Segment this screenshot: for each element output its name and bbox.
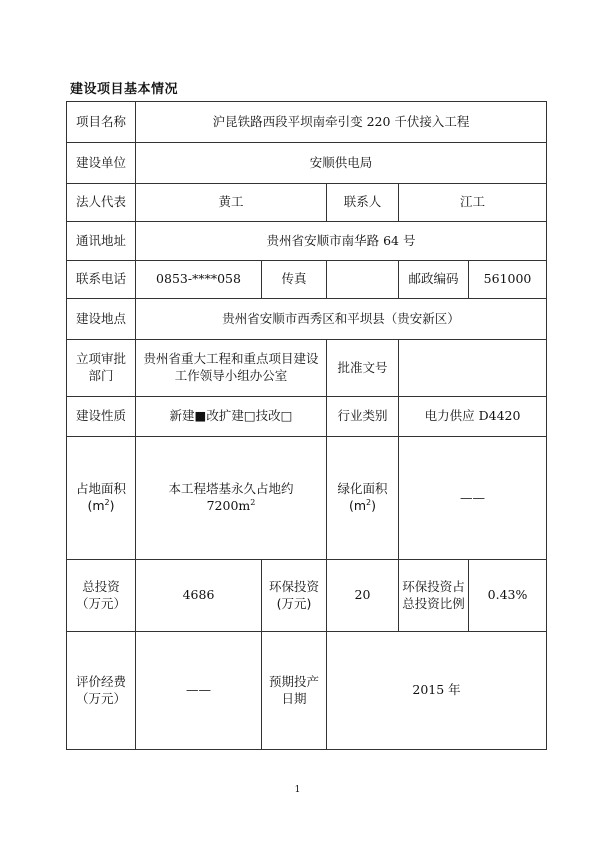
- row-approval-dept: [67, 340, 547, 397]
- investment-label-unit: （万元）: [75, 595, 126, 611]
- area-value: [136, 437, 327, 560]
- page-number: 1: [294, 785, 301, 795]
- approval-dept-label: 立项审批部门: [67, 340, 136, 397]
- env-investment-value: 20: [327, 560, 399, 632]
- project-name-value: 沪昆铁路西段平坝南牵引变 220 千伏接入工程: [136, 102, 547, 143]
- row-construction-unit: [67, 143, 547, 184]
- env-investment-label: 环保投资(万元): [262, 560, 327, 632]
- approval-doc-value: [399, 340, 547, 397]
- production-date-value: 2015 年: [327, 632, 547, 750]
- evaluation-value: ——: [136, 632, 262, 750]
- area-label: [67, 437, 136, 560]
- project-info-table: [66, 101, 547, 750]
- project-name-label: 项目名称: [67, 102, 136, 143]
- postal-label: 邮政编码: [399, 261, 469, 299]
- industry-value: 电力供应 D4420: [399, 397, 547, 437]
- evaluation-label-unit: （万元）: [75, 690, 126, 706]
- location-value: 贵州省安顺市西秀区和平坝县（贵安新区）: [136, 299, 547, 340]
- green-area-label: [327, 437, 399, 560]
- address-value: 贵州省安顺市南华路 64 号: [136, 222, 547, 261]
- contact-value: 江工: [399, 184, 547, 222]
- evaluation-label: [67, 632, 136, 750]
- phone-label: 联系电话: [67, 261, 136, 299]
- nature-label: 建设性质: [67, 397, 136, 437]
- area-value-sup: 2: [250, 497, 256, 507]
- approval-doc-label: 批准文号: [327, 340, 399, 397]
- area-unit-sup: 2: [104, 497, 110, 507]
- green-unit-close: ): [371, 498, 377, 514]
- row-investment: [67, 560, 547, 632]
- area-value-amount: 7200m: [206, 498, 251, 514]
- legal-rep-value: 黄工: [136, 184, 327, 222]
- area-label-unit: (m: [87, 498, 105, 514]
- row-project-name: [67, 102, 547, 143]
- row-area: [67, 437, 547, 560]
- production-date-label: 预期投产日期: [262, 632, 327, 750]
- phone-value: 0853-****058: [136, 261, 262, 299]
- row-legal-rep: [67, 184, 547, 222]
- address-label: 通讯地址: [67, 222, 136, 261]
- nature-value: 新建■改扩建□技改□: [136, 397, 327, 437]
- investment-label-text: 总投资: [82, 578, 120, 594]
- row-address: [67, 222, 547, 261]
- green-area-value: ——: [399, 437, 547, 560]
- env-ratio-value: 0.43%: [469, 560, 547, 632]
- investment-label: [67, 560, 136, 632]
- area-value-text: 本工程塔基永久占地约: [168, 481, 294, 497]
- area-unit-close: ): [109, 498, 115, 514]
- postal-value: 561000: [469, 261, 547, 299]
- contact-label: 联系人: [327, 184, 399, 222]
- area-label-text: 占地面积: [75, 481, 126, 497]
- fax-label: 传真: [262, 261, 327, 299]
- evaluation-label-text: 评价经费: [75, 673, 126, 689]
- row-nature: [67, 397, 547, 437]
- construction-unit-label: 建设单位: [67, 143, 136, 184]
- section-heading: 建设项目基本情况: [70, 82, 179, 97]
- location-label: 建设地点: [67, 299, 136, 340]
- approval-dept-value: 贵州省重大工程和重点项目建设工作领导小组办公室: [136, 340, 327, 397]
- green-unit-sup: 2: [366, 497, 372, 507]
- investment-value: 4686: [136, 560, 262, 632]
- env-ratio-label: 环保投资占总投资比例: [399, 560, 469, 632]
- industry-label: 行业类别: [327, 397, 399, 437]
- row-phone: [67, 261, 547, 299]
- row-location: [67, 299, 547, 340]
- legal-rep-label: 法人代表: [67, 184, 136, 222]
- fax-value: [327, 261, 399, 299]
- green-area-label-unit: (m: [348, 498, 367, 514]
- row-evaluation: [67, 632, 547, 750]
- construction-unit-value: 安顺供电局: [136, 143, 547, 184]
- green-area-label-text: 绿化面积: [337, 481, 388, 497]
